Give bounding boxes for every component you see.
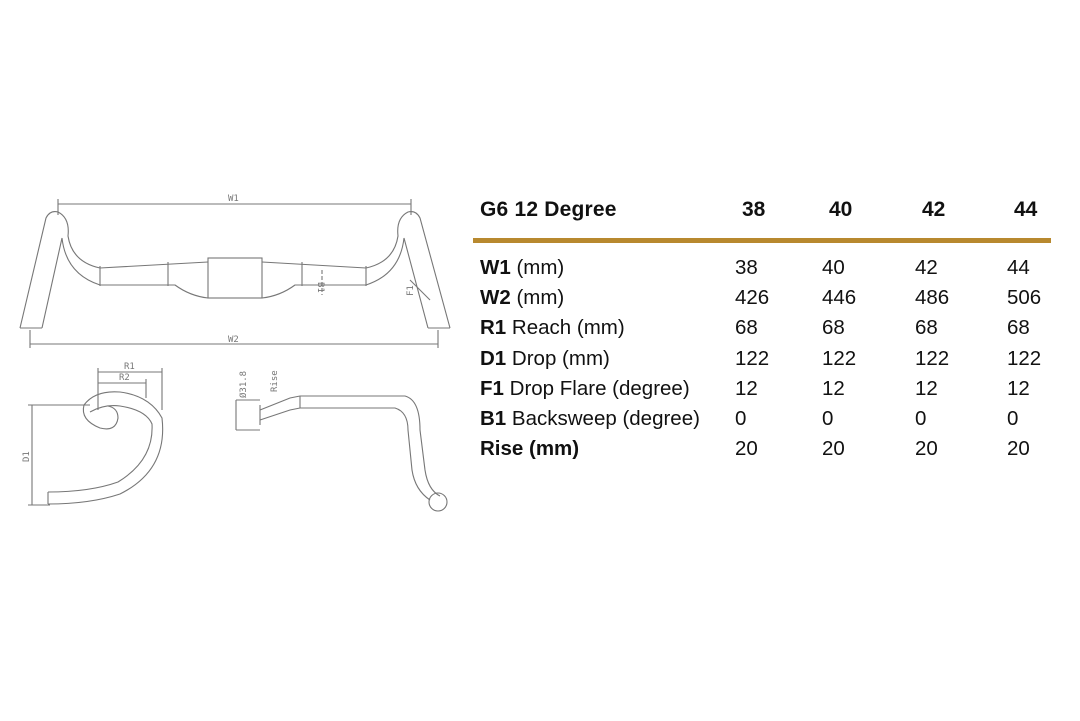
size-header: 42 bbox=[922, 198, 946, 221]
row-label bbox=[480, 437, 579, 461]
row-description: Reach (mm) bbox=[506, 316, 625, 340]
row-value: 0 bbox=[1007, 406, 1019, 430]
row-value: 20 bbox=[1007, 437, 1030, 461]
row-label bbox=[480, 316, 625, 340]
row-value: 12 bbox=[1007, 376, 1030, 400]
row-value: 122 bbox=[735, 346, 770, 370]
row-value: 12 bbox=[735, 376, 758, 400]
row-value: 426 bbox=[735, 286, 770, 310]
table-row bbox=[473, 345, 1053, 375]
size-header: 40 bbox=[829, 198, 853, 221]
row-value: 122 bbox=[822, 346, 857, 370]
row-value: 42 bbox=[915, 256, 938, 279]
row-label bbox=[480, 377, 690, 401]
row-value: 0 bbox=[735, 406, 747, 430]
row-value: 68 bbox=[1007, 316, 1030, 340]
spec-rows bbox=[473, 254, 1053, 465]
handlebar-drawing-svg bbox=[0, 0, 470, 721]
row-code: W2 bbox=[480, 286, 511, 310]
w2-label: W2 bbox=[228, 335, 239, 345]
row-label bbox=[480, 407, 700, 431]
row-description: Backsweep (degree) bbox=[506, 406, 700, 430]
row-label bbox=[480, 347, 610, 371]
row-code: D1 bbox=[480, 346, 507, 370]
top-view bbox=[236, 396, 447, 511]
spec-header bbox=[473, 190, 1053, 240]
row-description: Drop (mm) bbox=[506, 346, 610, 370]
row-code: B1 bbox=[480, 406, 507, 430]
row-value: 44 bbox=[1007, 256, 1030, 279]
b1-label: B1 bbox=[315, 282, 325, 293]
handlebar-drawing bbox=[0, 0, 470, 721]
table-row bbox=[473, 284, 1053, 314]
row-value: 122 bbox=[1007, 346, 1042, 370]
row-label bbox=[480, 286, 564, 310]
row-value: 40 bbox=[822, 256, 845, 279]
row-value: 20 bbox=[915, 437, 938, 461]
w1-label: W1 bbox=[228, 194, 239, 204]
rise-label: Rise bbox=[270, 370, 280, 392]
header-divider bbox=[473, 238, 1051, 243]
row-value: 20 bbox=[735, 437, 758, 461]
row-value: 0 bbox=[915, 406, 927, 430]
table-title: G6 12 Degree bbox=[480, 198, 617, 221]
size-header: 44 bbox=[1014, 198, 1038, 221]
clamp-diameter-label: Ø31.8 bbox=[239, 370, 249, 398]
row-label bbox=[480, 256, 564, 280]
size-header: 38 bbox=[742, 198, 766, 221]
table-row bbox=[473, 435, 1053, 465]
row-description: Drop Flare (degree) bbox=[503, 376, 690, 400]
row-value: 486 bbox=[915, 286, 950, 310]
row-value: 12 bbox=[915, 376, 938, 400]
d1-label: D1 bbox=[22, 451, 32, 462]
r1-label: R1 bbox=[124, 362, 135, 372]
f1-label: F1 bbox=[406, 285, 416, 296]
table-row bbox=[473, 375, 1053, 405]
row-value: 38 bbox=[735, 256, 758, 279]
table-row bbox=[473, 314, 1053, 344]
row-code: R1 bbox=[480, 316, 507, 340]
front-view bbox=[20, 199, 450, 348]
r2-label: R2 bbox=[119, 373, 130, 383]
row-value: 68 bbox=[822, 316, 845, 340]
row-value: 506 bbox=[1007, 286, 1042, 310]
row-description: (mm) bbox=[510, 256, 565, 279]
spec-table bbox=[473, 190, 1053, 461]
row-value: 20 bbox=[822, 437, 845, 461]
row-value: 12 bbox=[822, 376, 845, 400]
row-code: F1 bbox=[480, 376, 504, 400]
table-row bbox=[473, 405, 1053, 435]
row-value: 122 bbox=[915, 346, 950, 370]
row-code: Rise (mm) bbox=[480, 437, 580, 461]
row-value: 0 bbox=[822, 406, 834, 430]
row-value: 68 bbox=[735, 316, 758, 340]
row-description: (mm) bbox=[510, 286, 565, 310]
row-code: W1 bbox=[480, 256, 511, 279]
table-row bbox=[473, 254, 1053, 284]
side-view bbox=[28, 368, 163, 505]
row-value: 68 bbox=[915, 316, 938, 340]
row-value: 446 bbox=[822, 286, 857, 310]
